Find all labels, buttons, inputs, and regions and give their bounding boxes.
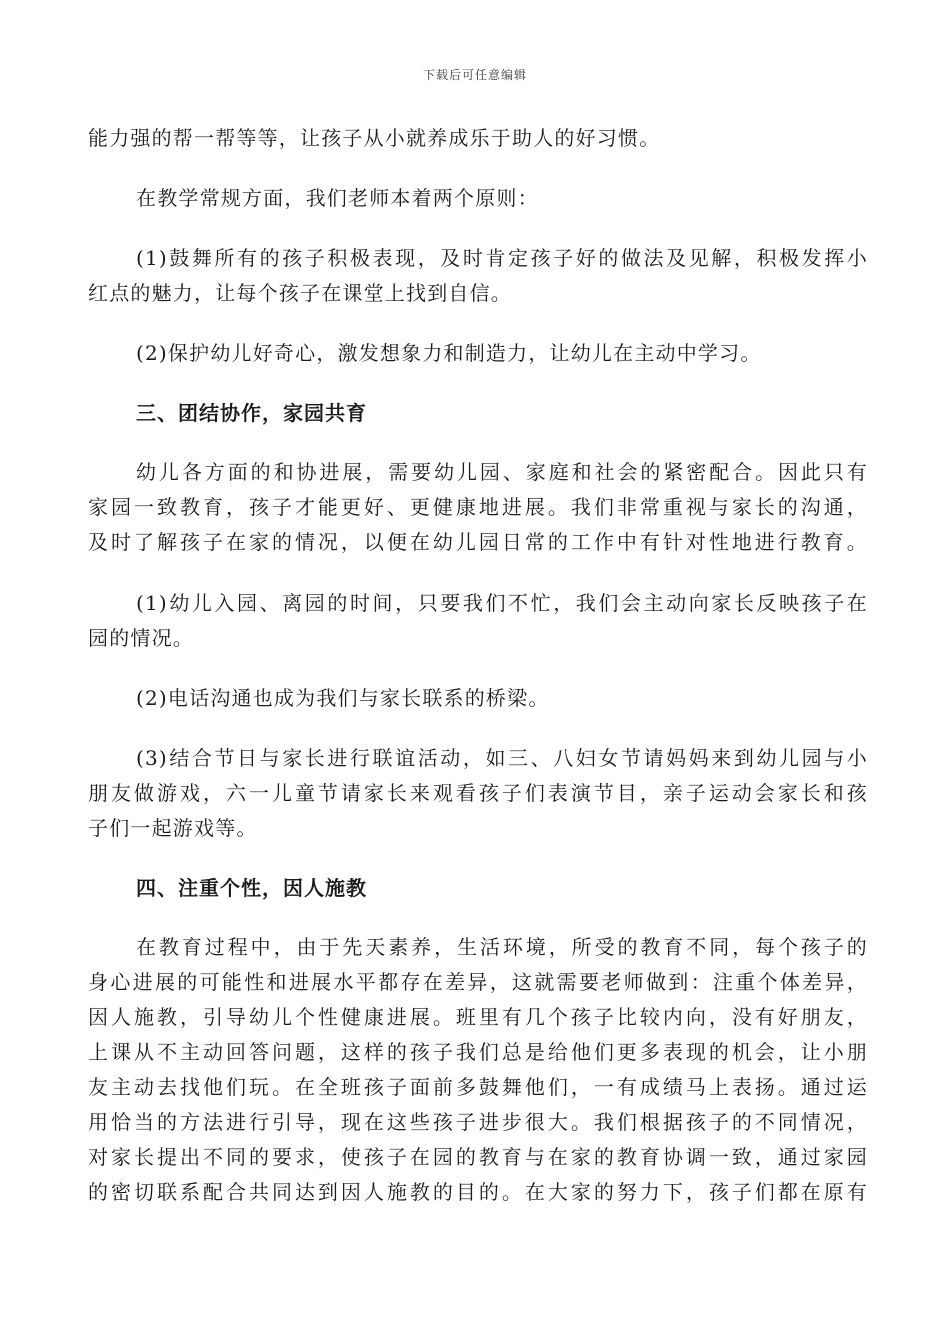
paragraph-line: (2)保护幼儿好奇心，激发想象力和制造力，让幼儿在主动中学习。 xyxy=(136,341,762,365)
paragraph-line: (1)鼓舞所有的孩子积极表现，及时肯定孩子好的做法及见解，积极发挥小 xyxy=(136,246,868,270)
paragraph-line: 及时了解孩子在家的情况，以便在幼儿园日常的工作中有针对性地进行教育。 xyxy=(88,530,868,554)
paragraph-line: 的密切联系配合共同达到因人施教的目的。在大家的努力下，孩子们都在原有 xyxy=(88,1180,868,1204)
paragraph-line: (3)结合节日与家长进行联谊活动，如三、八妇女节请妈妈来到幼儿园与小 xyxy=(136,746,868,770)
page-header: 下载后可任意编辑 xyxy=(422,68,527,82)
paragraph-line: 幼儿各方面的和协进展，需要幼儿园、家庭和社会的紧密配合。因此只有 xyxy=(136,460,868,484)
paragraph-line: 在教学常规方面，我们老师本着两个原则： xyxy=(136,186,539,210)
section-heading: 三、团结协作，家园共育 xyxy=(136,401,367,425)
paragraph-line: 子们一起游戏等。 xyxy=(88,816,258,840)
paragraph-line: 能力强的帮一帮等等，让孩子从小就养成乐于助人的好习惯。 xyxy=(88,126,661,150)
section-heading: 四、注重个性，因人施教 xyxy=(136,876,367,900)
paragraph-line: 友主动去找他们玩。在全班孩子面前多鼓舞他们，一有成绩马上表扬。通过运 xyxy=(88,1075,868,1099)
paragraph-line: 园的情况。 xyxy=(88,626,194,650)
paragraph-line: 家园一致教育，孩子才能更好、更健康地进展。我们非常重视与家长的沟通， xyxy=(88,495,868,519)
paragraph-line: 身心进展的可能性和进展水平都存在差异，这就需要老师做到：注重个体差异， xyxy=(88,970,868,994)
paragraph-line: 用恰当的方法进行引导，现在这些孩子进步很大。我们根据孩子的不同情况， xyxy=(88,1110,868,1134)
paragraph-line: 上课从不主动回答问题，这样的孩子我们总是给他们更多表现的机会，让小朋 xyxy=(88,1040,868,1064)
paragraph-line: (1)幼儿入园、离园的时间，只要我们不忙，我们会主动向家长反映孩子在 xyxy=(136,591,868,615)
paragraph-line: 在教育过程中，由于先天素养，生活环境，所受的教育不同，每个孩子的 xyxy=(136,935,868,959)
paragraph-line: 朋友做游戏，六一儿童节请家长来观看孩子们表演节目，亲子运动会家长和孩 xyxy=(88,781,868,805)
paragraph-line: 因人施教，引导幼儿个性健康进展。班里有几个孩子比较内向，没有好朋友， xyxy=(88,1005,868,1029)
paragraph-line: (2)电话沟通也成为我们与家长联系的桥梁。 xyxy=(136,686,550,710)
paragraph-line: 红点的魅力，让每个孩子在课堂上找到自信。 xyxy=(88,281,512,305)
paragraph-line: 对家长提出不同的要求，使孩子在园的教育与在家的教育协调一致，通过家园 xyxy=(88,1145,868,1169)
